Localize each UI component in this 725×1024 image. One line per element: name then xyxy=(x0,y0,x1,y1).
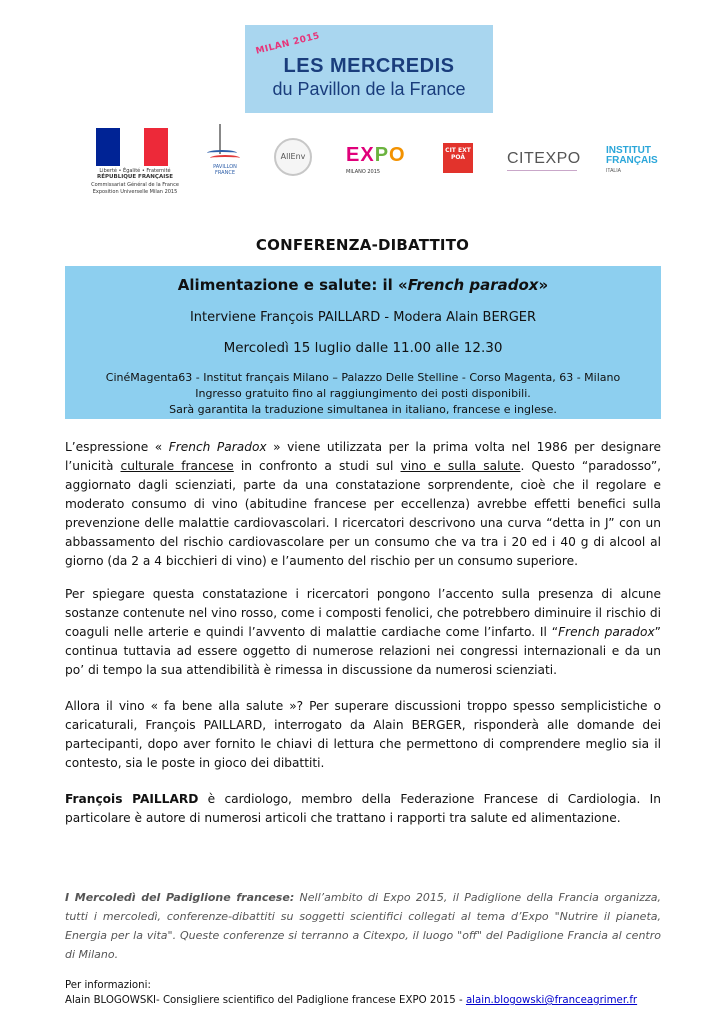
commissariat-text xyxy=(80,182,190,196)
expo-wordmark: EXPO xyxy=(346,144,406,166)
institut-line3: ITALIA xyxy=(606,168,621,174)
citexpo-wordmark: CITEXPO xyxy=(507,150,581,167)
event-info-box xyxy=(65,266,661,419)
citexpo-logo xyxy=(507,150,581,171)
footnote: I Mercoledì del Padiglione francese: Nell’ambito di Expo 2015, il Padiglione della Francia organizza, tutti i mercoledì, conferenze-dibattiti su soggetti scientifici collegati al tema d’Expo "Nutrire il pianeta, Energia per la vita". Queste conferenze si terranno a Citexpo, il luogo "off" del Padiglione Francia al centro di Milano. xyxy=(65,891,662,961)
pavillon-france-logo xyxy=(205,124,245,204)
event-translation: Sarà garantita la traduzione simultanea in italiano, francese e inglese. xyxy=(169,403,557,416)
banner-subtitle: du Pavillon de la France xyxy=(272,79,466,99)
allenv-logo: AllEnv xyxy=(274,138,312,176)
conference-type-heading: CONFERENZA-DIBATTITO xyxy=(255,236,470,254)
institut-line2: FRANÇAIS xyxy=(606,155,658,166)
event-details xyxy=(65,370,661,418)
citexpo-square-logo: CIT EXT POÂ xyxy=(443,143,473,173)
expo-milano-logo xyxy=(346,144,410,174)
paragraph-1: L’espressione « French Paradox » viene utilizzata per la prima volta nel 1986 per designare l’unicità culturale francese in confronto a studi sul vino e sulla salute. Questo “paradosso”, aggiornato dagli scienziati, parte da una constatazione sorprendente, cioè che il regolare e moderato consumo di vino (abitudine francese per eccellenza) avrebbe effetti benefici sulla prevenzione delle malattie cardiovascolari. I ricercatori descrivono una curva “detta in J” con un abbassamento del rischio cardiovascolare per un consumo che va tra i 20 ed i 40 g di alcool al giorno (da 2 a 4 bicchieri di vino) e l’aumento del rischio per un consumo superiore. xyxy=(65,440,662,568)
event-title: Alimentazione e salute: il «French paradox» xyxy=(177,276,549,294)
commissariat-line2: Exposition Universelle Milan 2015 xyxy=(92,189,178,195)
event-venue: CinéMagenta63 - Institut français Milano – Palazzo Delle Stelline - Corso Magenta, 63 - Milano xyxy=(105,371,621,384)
partner-logos xyxy=(0,118,725,203)
info-label: Per informazioni: xyxy=(65,980,151,991)
header-banner xyxy=(245,25,493,113)
paragraph-4: François PAILLARD è cardiologo, membro della Federazione Francese di Cardiologia. In particolare è autore di numerosi articoli che trattano i rapporti tra salute ed alimentazione. xyxy=(65,792,661,825)
banner-milan-tag: MILAN 2015 xyxy=(254,31,321,57)
contact-info xyxy=(65,978,685,1008)
commissariat-line1: Commissariat Général de la France xyxy=(91,182,179,188)
info-contact: Alain BLOGOWSKI- Consigliere scientifico del Padiglione francese EXPO 2015 - alain.blogowski@franceagrimer.fr xyxy=(65,995,638,1006)
institut-line1: INSTITUT xyxy=(606,145,651,156)
event-entry: Ingresso gratuito fino al raggiungimento dei posti disponibili. xyxy=(195,387,531,400)
expo-sub: MILANO 2015 xyxy=(346,169,381,175)
event-date: Mercoledì 15 luglio dalle 11.00 alle 12.30 xyxy=(223,340,503,356)
paragraph-2: Per spiegare questa constatazione i ricercatori pongono l’accento sulla presenza di alcune sostanze contenute nel vino rosso, come i composti fenolici, che potrebbero diminuire il rischio di coaguli nelle arterie e quindi l’avvento di malattie cardiache come l’infarto. Il “French paradox” continua tuttavia ad essere oggetto di numerose relazioni nei congressi internazionali e da un po’ di tempo la sua attendibilità è rimessa in discussione da numerosi scienziati. xyxy=(65,587,661,677)
republique-francaise-logo-text xyxy=(80,168,190,180)
banner-title: LES MERCREDIS xyxy=(283,55,455,77)
paragraph-3: Allora il vino « fa bene alla salute »? Per superare discussioni troppo spesso semplicistiche o caricaturali, François PAILLARD, interrogato da Alain BERGER, risponderà alle domande dei partecipanti, dopo aver fornito le chiavi di lettura che permettono di comprendere meglio sia il contesto, sia le poste in gioco dei dibattiti. xyxy=(65,699,661,770)
pavillon-france-label: PAVILLON FRANCE xyxy=(213,164,237,176)
institut-francais-logo xyxy=(606,146,658,176)
republique-francaise-flag-icon xyxy=(96,128,168,166)
contact-email-link[interactable]: alain.blogowski@franceagrimer.fr xyxy=(465,995,638,1006)
republique-name: RÉPUBLIQUE FRANÇAISE xyxy=(97,174,173,180)
republique-motto: Liberté • Égalité • Fraternité xyxy=(99,168,171,174)
event-speakers: Interviene François PAILLARD - Modera Alain BERGER xyxy=(189,310,537,325)
